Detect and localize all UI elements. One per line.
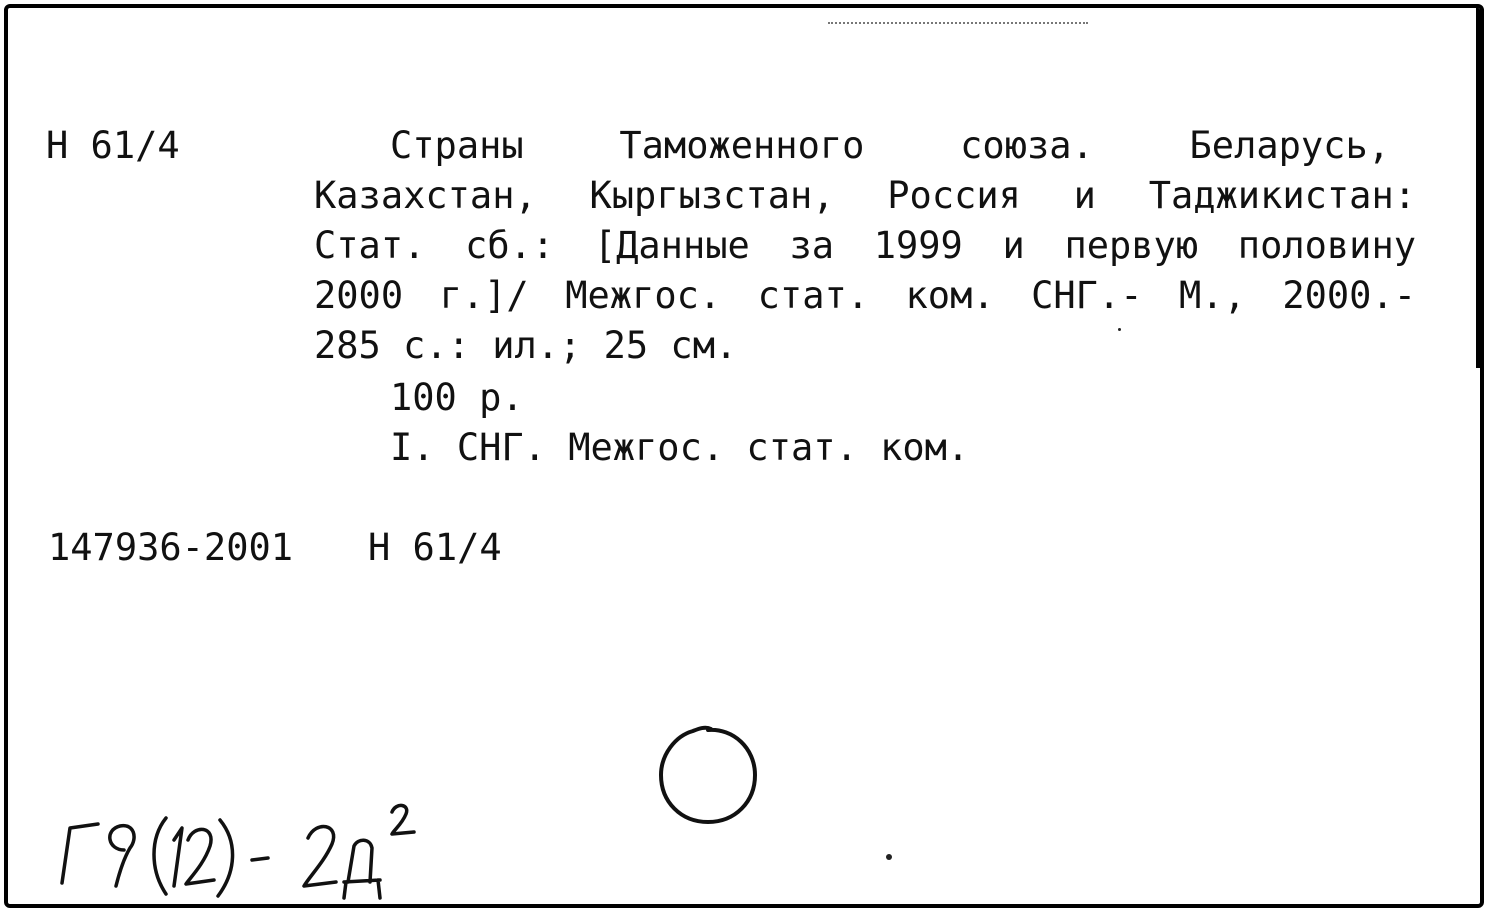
- inventory-number: 147936-2001: [48, 526, 294, 569]
- footer-shelf-mark: Н 61/4: [368, 526, 502, 569]
- ink-speck: [1118, 328, 1121, 331]
- description-line-4: 2000 г.]/ Межгос. стат. ком. СНГ.- М., 2000.-: [314, 274, 1416, 317]
- ink-speck: [886, 854, 892, 860]
- scan-artifact-dots: [828, 22, 1088, 27]
- price: 100 р.: [390, 376, 524, 419]
- handwritten-classification-code: [54, 798, 434, 908]
- card-edge-mark: [1476, 8, 1484, 368]
- description-line-2: Казахстан, Кыргызстан, Россия и Таджикистан:: [314, 174, 1416, 217]
- circle-stamp-icon: [653, 720, 763, 830]
- description-line-1: Страны Таможенного союза. Беларусь,: [390, 124, 1390, 167]
- description-line-5: 285 с.: ил.; 25 см.: [314, 324, 738, 367]
- added-entry: I. СНГ. Межгос. стат. ком.: [390, 426, 970, 469]
- catalog-card: [4, 4, 1484, 908]
- shelf-mark: Н 61/4: [46, 124, 180, 167]
- description-line-3: Стат. сб.: [Данные за 1999 и первую половину: [314, 224, 1416, 267]
